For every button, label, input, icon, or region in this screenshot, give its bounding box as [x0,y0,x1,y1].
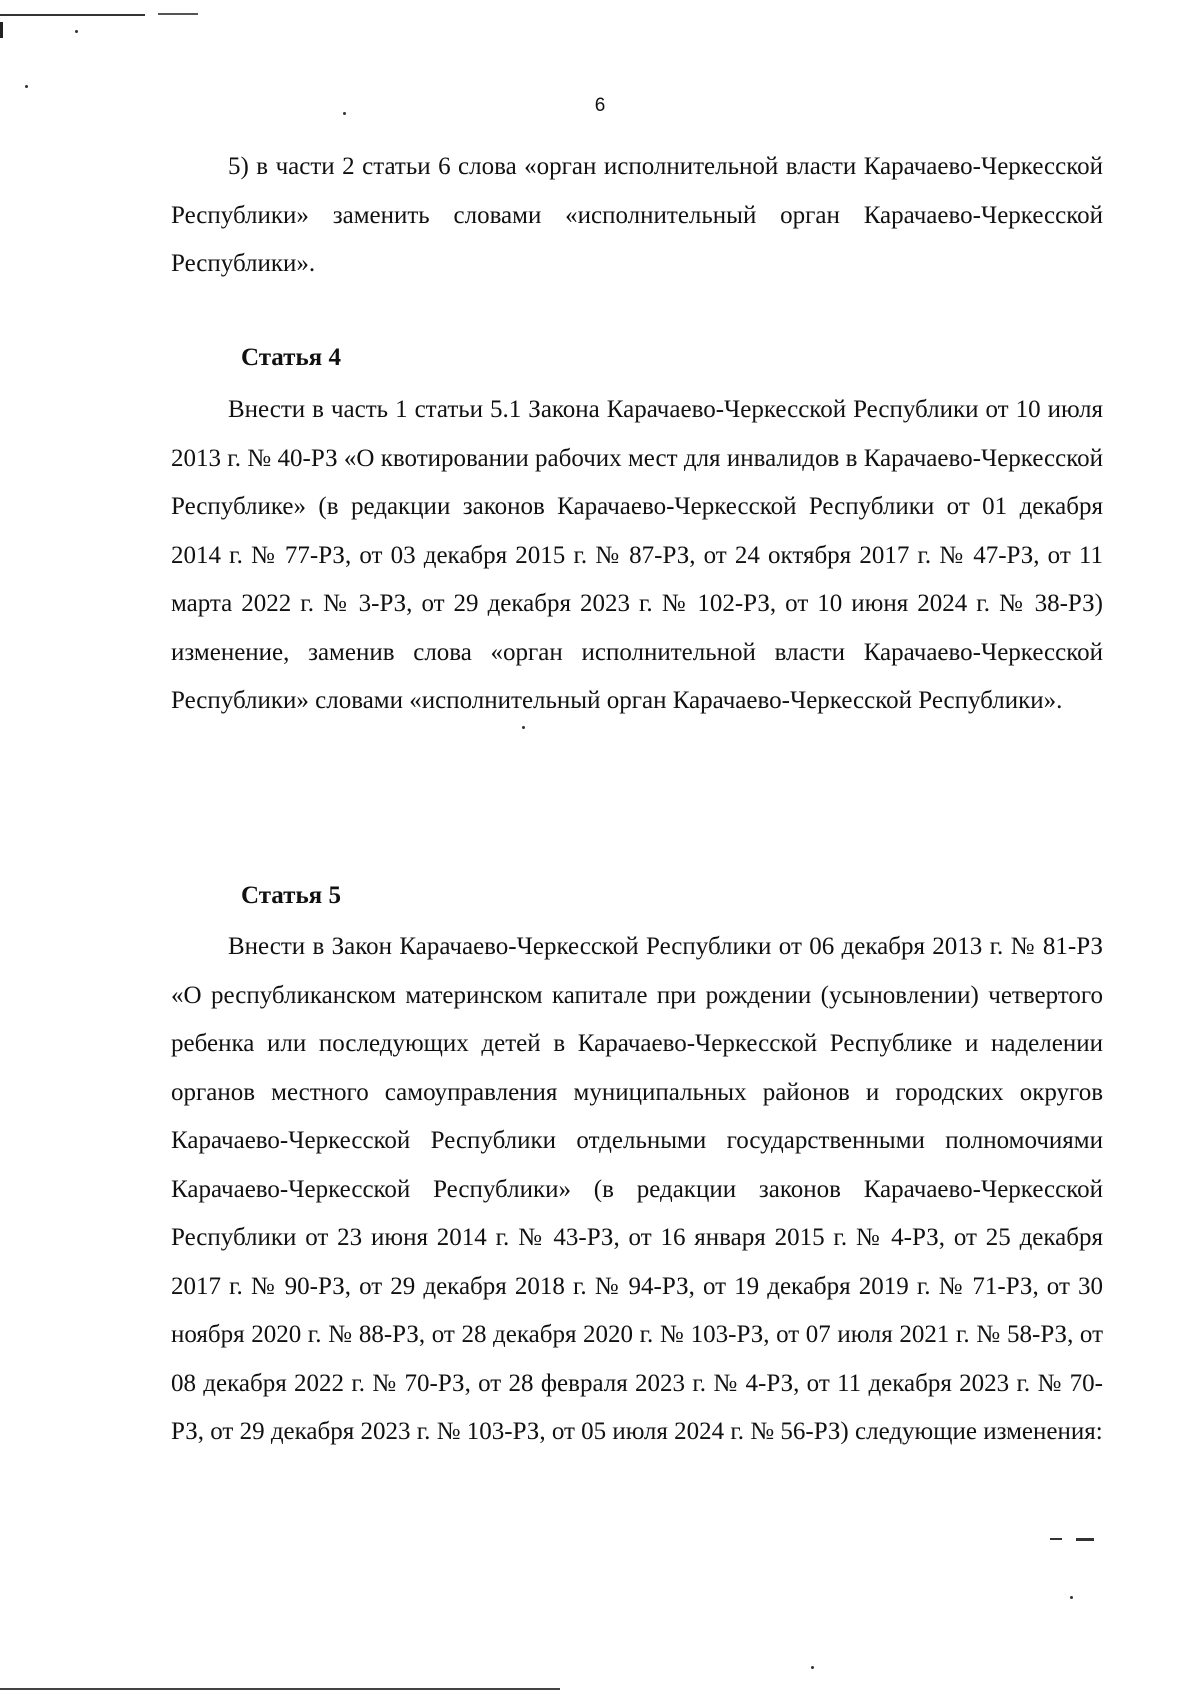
page-number: 6 [594,95,606,116]
scan-artifact-dash [1050,1538,1062,1540]
amendment-item-5 [171,143,1103,289]
scan-artifact-dot [811,1666,814,1669]
article-5-heading-block [171,872,1103,921]
scan-artifact-dot [75,30,78,33]
scan-artifact-dash [1076,1538,1094,1541]
scan-artifact-dot [1070,1596,1073,1599]
scan-artifact-edge-mark [0,22,3,38]
paragraph: 5) в части 2 статьи 6 слова «орган исполнительной власти Карачаево-Черкесской Республики» заменить словами «исполнительный орган Карачаево-Черкесской Республики». [171,153,1103,277]
article-heading: Статья 4 [241,344,341,371]
paragraph: Внести в часть 1 статьи 5.1 Закона Карачаево-Черкесской Республики от 10 июля 2013 г. № 40-РЗ «О квотировании рабочих мест для инвалидов в Карачаево-Черкесской Республике» (в редакции законов Карачаево-Черкесской Республики от 01 декабря 2014 г. № 77-РЗ, от 03 декабря 2015 г. № 87-РЗ, от 24 октября 2017 г. № 47-РЗ, от 11 марта 2022 г. № 3-РЗ, от 29 декабря 2023 г. № 102-РЗ, от 10 июня 2024 г. № 38-РЗ) изменение, заменив слова «орган исполнительной власти Карачаево-Черкесской Республики» словами «исполнительный орган Карачаево-Черкесской Республики». [171,396,1103,714]
scan-artifact-dot [25,85,28,88]
article-5-body [171,923,1103,1457]
scan-artifact-top-rule-2 [158,13,198,15]
scan-artifact-bottom-rule [0,1688,560,1690]
article-4-heading-block [171,334,1103,383]
article-heading: Статья 5 [241,882,341,909]
scan-artifact-top-rule [0,14,145,16]
scan-artifact-dot [522,726,525,729]
paragraph: Внести в Закон Карачаево-Черкесской Республики от 06 декабря 2013 г. № 81-РЗ «О республиканском материнском капитале при рождении (усыновлении) четвертого ребенка или последующих детей в Карачаево-Черкесской Республике и наделении органов местного самоуправления муниципальных районов и городских округов Карачаево-Черкесской Республики отдельными государственными полномочиями Карачаево-Черкесской Республики» (в редакции законов Карачаево-Черкесской Республики от 23 июня 2014 г. № 43-РЗ, от 16 января 2015 г. № 4-РЗ, от 25 декабря 2017 г. № 90-РЗ, от 29 декабря 2018 г. № 94-РЗ, от 19 декабря 2019 г. № 71-РЗ, от 30 ноября 2020 г. № 88-РЗ, от 28 декабря 2020 г. № 103-РЗ, от 07 июля 2021 г. № 58-РЗ, от 08 декабря 2022 г. № 70-РЗ, от 28 февраля 2023 г. № 4-РЗ, от 11 декабря 2023 г. № 70-РЗ, от 29 декабря 2023 г. № 103-РЗ, от 05 июля 2024 г. № 56-РЗ) следующие изменения: [171,933,1103,1445]
article-4-body [171,386,1103,726]
